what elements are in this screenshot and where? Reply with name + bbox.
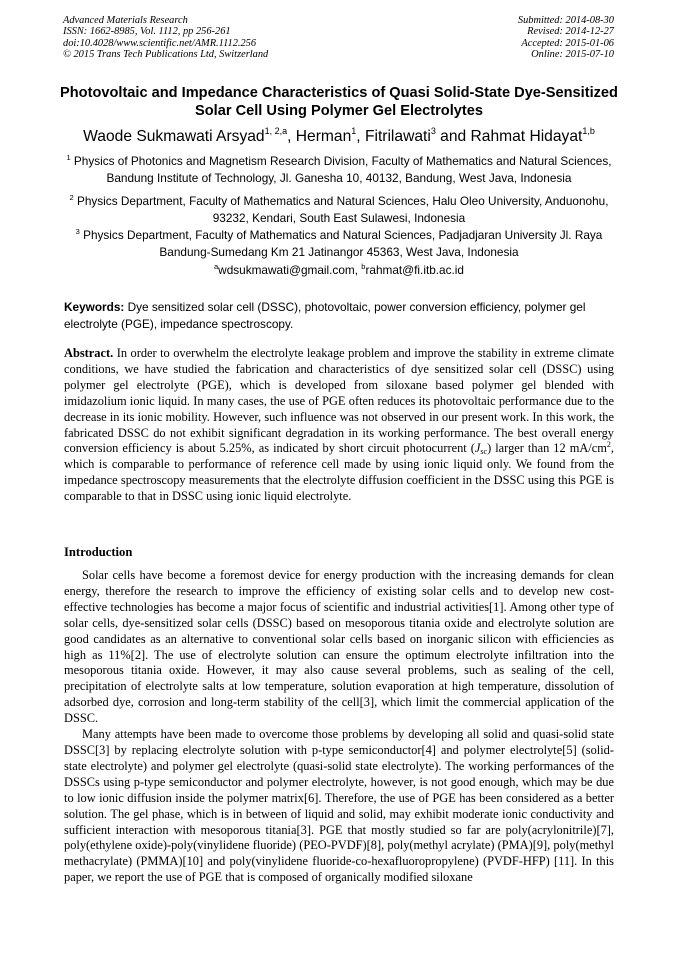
- date-online: Online: 2015-07-10: [531, 48, 614, 60]
- abstract-text: In order to overwhelm the electrolyte leakage problem and improve the stability in extreme climate conditions, we have studied the fabrication and characteristics of dye sensitized solar cell (DSSC) using polymer gel electrolyte (PGE), which is developed from siloxane based polymer gel blended with imidazolium ionic liquid. In many cases, the use of PGE often reduces its photovoltaic performance due to the decrease in its ionic mobility. However, such influence was not observed in our present work. In this work, the fabricated DSSC do not exhibit significant degradation in its working performance. The best overall energy conversion efficiency is about 5.25%, as indicated by short circuit photocurrent (: [64, 346, 614, 456]
- paper-title: Photovoltaic and Impedance Characteristics of Quasi Solid-State Dye-Sensitized Solar Cell Using Polymer Gel Electrolytes: [60, 85, 618, 119]
- journal-name: Advanced Materials Research: [63, 15, 188, 26]
- email-separator: ,: [354, 263, 362, 277]
- abstract: [64, 346, 614, 505]
- affiliation-2: [50, 193, 628, 226]
- keywords: [64, 299, 614, 332]
- author-emails: [50, 262, 628, 279]
- email-address: wdsukmawati@gmail.com: [218, 263, 355, 277]
- abstract-label: Abstract.: [64, 346, 114, 360]
- affiliation-text: Physics Department, Faculty of Mathematics and Natural Sciences, Halu Oleo University, Anduonohu, 93232, Kendari, South East Sulawesi, Indonesia: [76, 194, 609, 225]
- journal-issn: ISSN: 1662-8985, Vol. 1112, pp 256-261: [63, 26, 231, 38]
- journal-info: [63, 15, 268, 60]
- author-separator: and: [435, 128, 471, 145]
- email-address: rahmat@fi.itb.ac.id: [365, 263, 464, 277]
- unit-exponent: 2: [606, 440, 611, 450]
- abstract-text: , which is comparable to performance of reference cell made by using ionic liquid only. We found from the impedance spectroscopy measurements that the electrolyte diffusion coefficient in the DSSC using this PGE is comparable to that in DSSC using ionic liquid electrolyte.: [64, 441, 614, 504]
- jsc-symbol: J: [474, 441, 481, 456]
- affiliation-mark: 3: [75, 227, 80, 236]
- author-name: Waode Sukmawati Arsyad: [83, 128, 265, 145]
- author-separator: ,: [287, 128, 296, 145]
- introduction-body: [64, 568, 614, 886]
- affiliation-3: [50, 227, 628, 260]
- journal-copyright: © 2015 Trans Tech Publications Ltd, Switzerland: [63, 48, 269, 60]
- author-name: Herman: [295, 128, 352, 145]
- date-accepted: Accepted: 2015-01-06: [521, 37, 614, 49]
- author-list: [40, 127, 638, 147]
- email-mark: b: [361, 262, 366, 271]
- date-submitted: Submitted: 2014-08-30: [517, 15, 614, 26]
- author-affiliation-mark: 3: [430, 126, 436, 136]
- abstract-text: ) larger than 12 mA/cm: [487, 441, 607, 456]
- author-affiliation-mark: 1: [351, 126, 357, 136]
- affiliation-text: Physics Department, Faculty of Mathematics and Natural Sciences, Padjadjaran University Jl. Raya Bandung-Sumedang Km 21 Jatinangor 45363, West Java, Indonesia: [83, 228, 603, 259]
- author-affiliation-mark: 1,b: [582, 126, 595, 136]
- paragraph: Many attempts have been made to overcome those problems by developing all solid and quasi-solid state DSSC[3] by replacing electrolyte solution with p-type semiconductor[4] and polymer electrolyte[5] (solid-state electrolyte) and polymer gel electrolyte (quasi-solid state electrolyte). The working performances of the DSSCs using p-type semiconductor and polymer electrolyte, however, is not good enough, which may be due to low ionic diffusion inside the polymer matrix[6]. Therefore, the use of PGE has been considered as a better solution. The gel phase, which is in between of liquid and solid, may exhibit moderate ionic conductivity and sufficient interaction with mesoporous titania[3]. PGE that mostly studied so far are poly(acrylonitrile)[7], poly(ethylene oxide)-poly(vinylidene fluoride) (PEO-PVDF)[8], poly(methyl acrylate) (PMA)[9], poly(methyl methacrylate) (PMMA)[10] and poly(vinylidene fluoride-co-hexafluoropropylene) (PVDF-HFP) [11]. In this paper, we report the use of PGE that is composed of organically modified siloxane: [64, 727, 614, 885]
- author-separator: ,: [356, 128, 365, 145]
- affiliation-1: [50, 153, 628, 186]
- section-heading-introduction: Introduction: [64, 545, 133, 559]
- email-mark: a: [214, 262, 219, 271]
- affiliation-mark: 1: [66, 153, 71, 162]
- journal-doi: doi:10.4028/www.scientific.net/AMR.1112.256: [63, 37, 257, 49]
- keywords-text: Dye sensitized solar cell (DSSC), photovoltaic, power conversion efficiency, polymer gel electrolyte (PGE), impedance spectroscopy.: [64, 300, 586, 331]
- jsc-subscript: sc: [480, 447, 488, 457]
- paragraph: Solar cells have become a foremost device for energy production with the increasing demands for clean energy, therefore the research to improve the efficiency of existing solar cells and to develop new cost-effective technologies has become a major focus of scientific and industrial activities[1]. Among other type of solar cells, dye-sensitized solar cells (DSSC) based on mesoporous titania oxide and electrolyte solution are good candidates as an alternative to conventional solar cells based on inorganic silicon with efficiencies as high as 11%[2]. The use of electrolyte solution can ensure the optimum electrolyte infiltration into the mesoporous titania oxide. However, it may also cause several problems, such as sealing of the cell, precipitation of electrolyte salts at low temperature, solution evaporation at high temperature, dissolution of adsorbed dye, corrosion and long-term stability of the cell[3], which limit the commercial application of the DSSC.: [64, 568, 614, 726]
- date-revised: Revised: 2014-12-27: [527, 26, 614, 38]
- author-affiliation-mark: 1, 2,a: [264, 126, 288, 136]
- affiliation-text: Physics of Photonics and Magnetism Research Division, Faculty of Mathematics and Natural Sciences, Bandung Institute of Technology, Jl. Ganesha 10, 40132, Bandung, West Java, Indonesia: [73, 154, 612, 185]
- author-name: Fitrilawati: [364, 128, 431, 145]
- author-name: Rahmat Hidayat: [470, 128, 583, 145]
- keywords-label: Keywords:: [64, 300, 125, 314]
- publication-dates: [518, 15, 614, 60]
- affiliation-mark: 2: [69, 193, 74, 202]
